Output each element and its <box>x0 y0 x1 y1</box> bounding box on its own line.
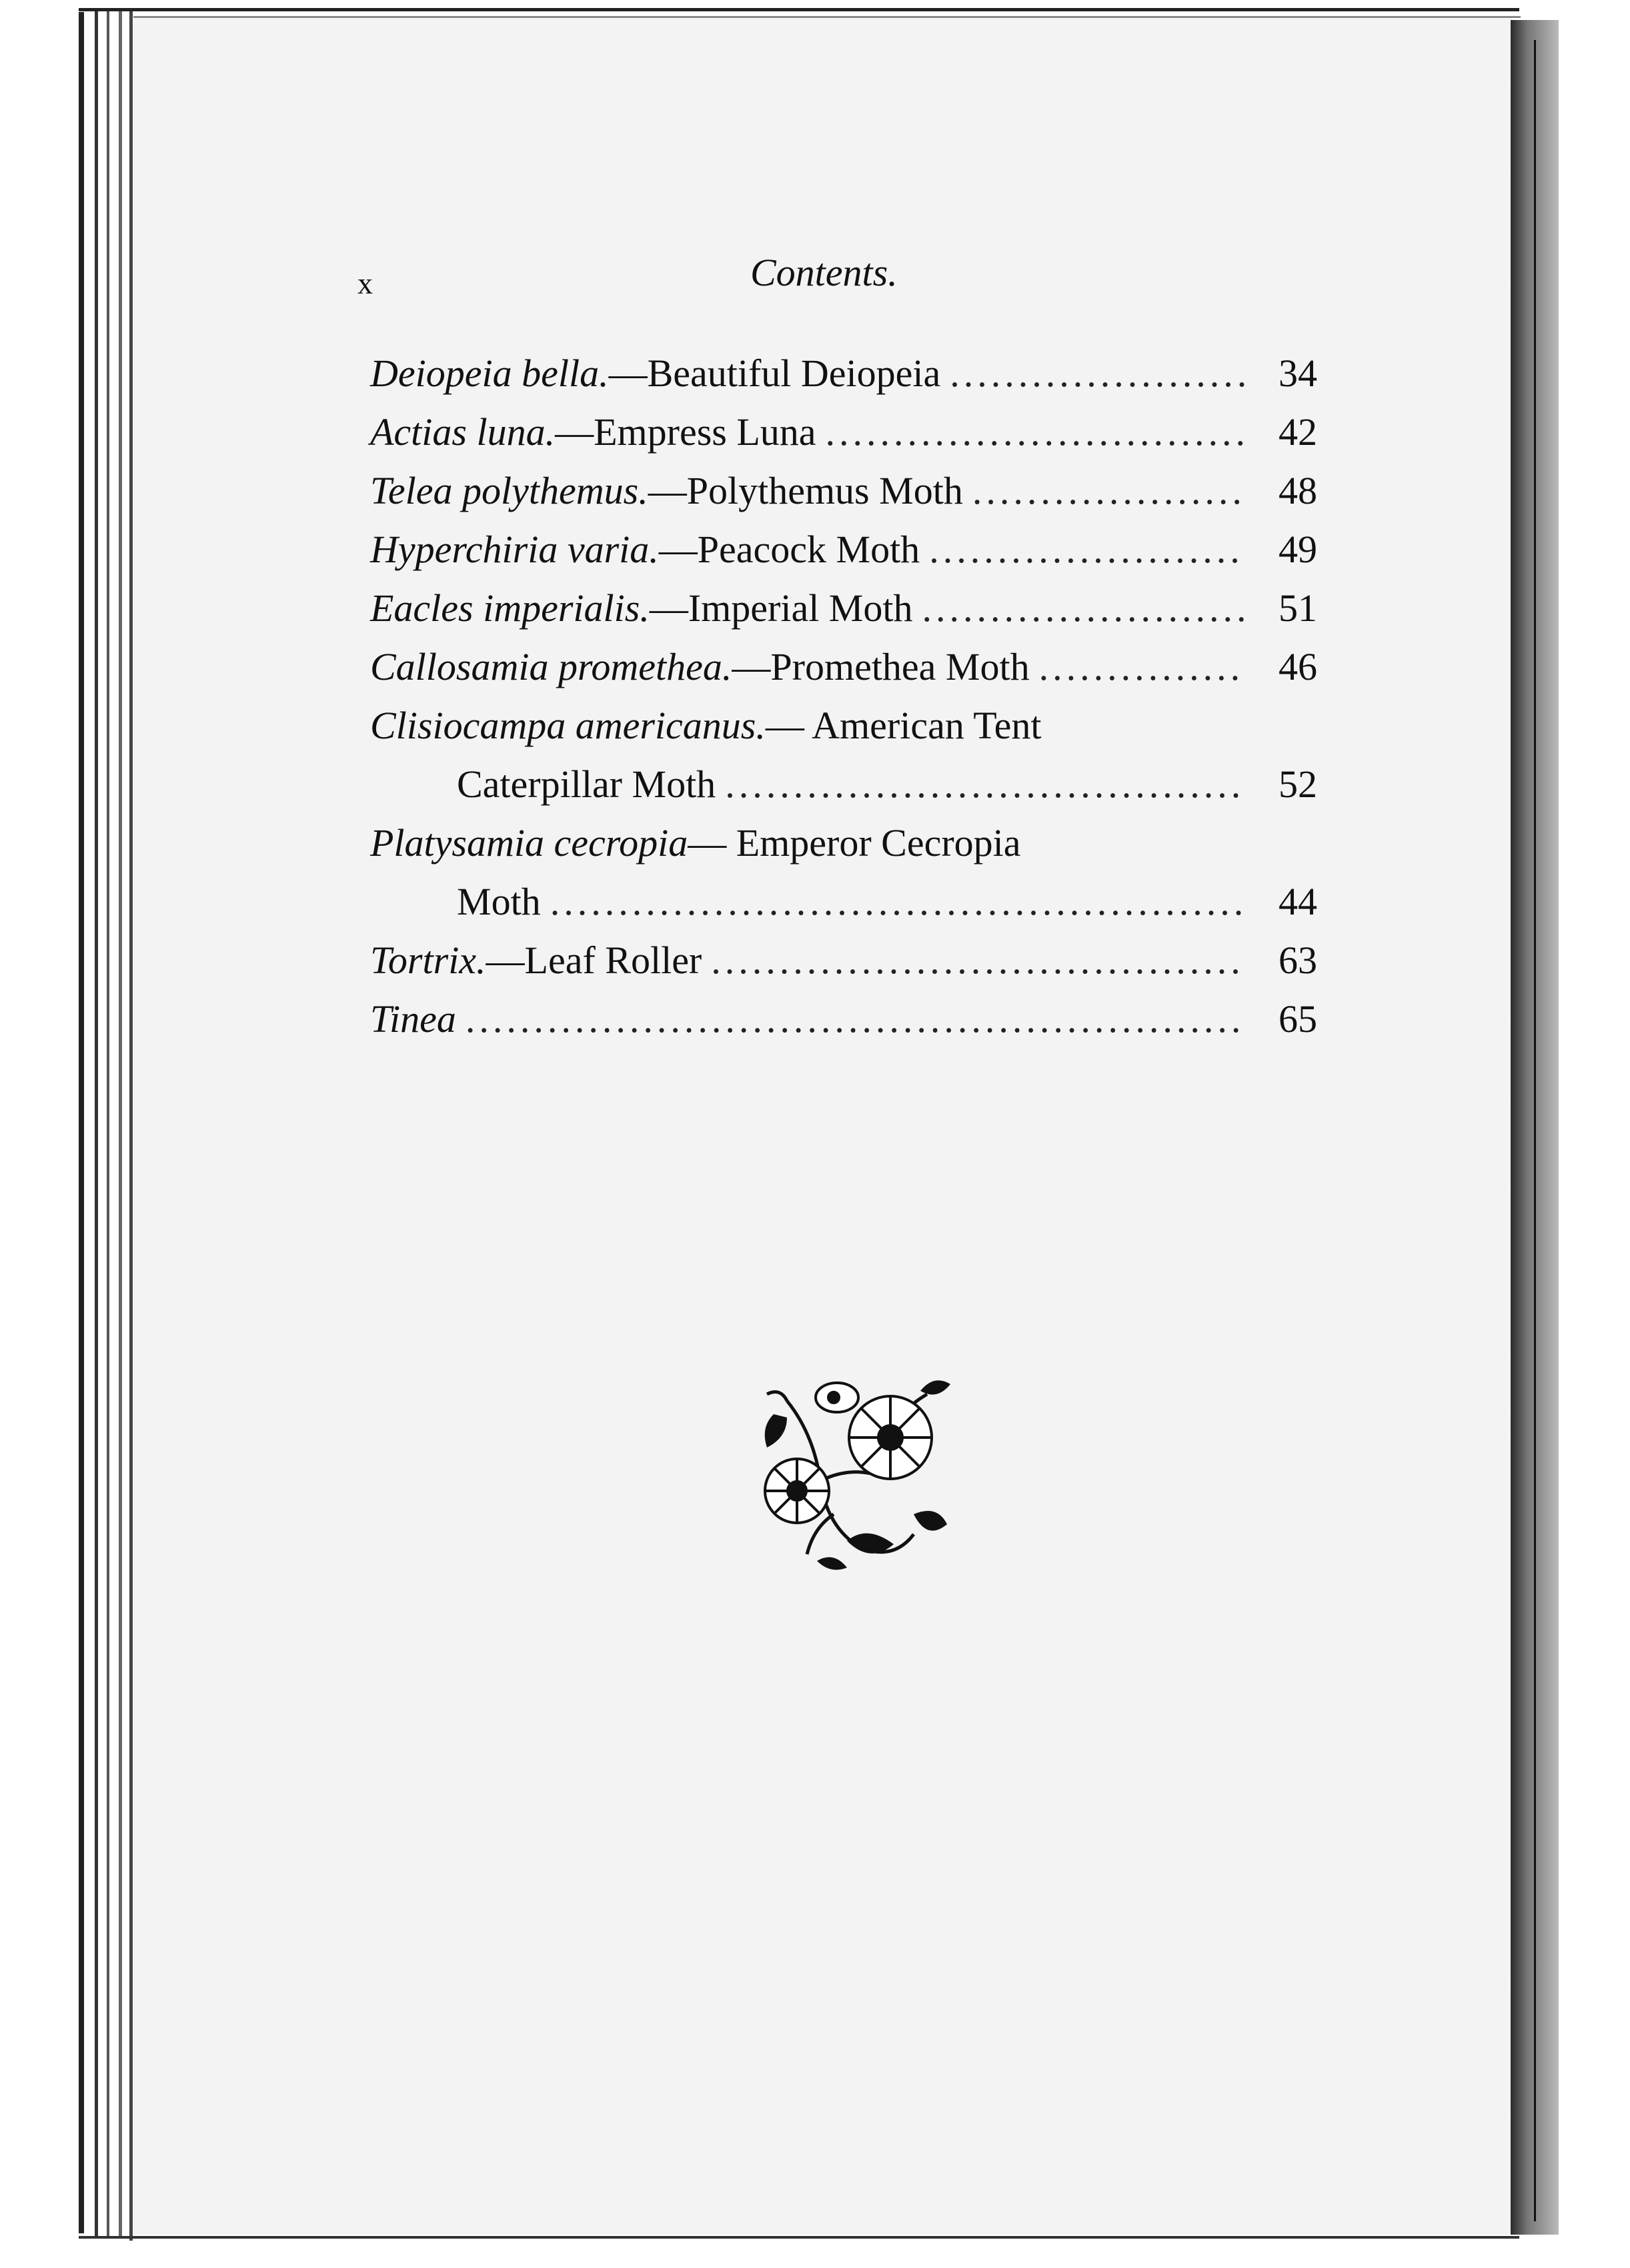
page-ref: 48 <box>1279 469 1317 512</box>
latin-name: Telea polythemus. <box>370 469 648 512</box>
page-ref: 46 <box>1279 645 1317 688</box>
table-of-contents <box>370 344 1317 1049</box>
continuation-text: Caterpillar Moth <box>457 762 716 806</box>
book-edge-bottom <box>79 2236 1519 2239</box>
dot-leaders <box>1039 638 1245 696</box>
dot-leaders <box>826 403 1245 462</box>
common-name: — American Tent <box>765 704 1042 747</box>
latin-name: Tortrix. <box>370 939 486 982</box>
page-ref: 49 <box>1279 528 1317 571</box>
dot-leaders <box>950 344 1245 403</box>
toc-entry <box>370 990 1317 1049</box>
dot-leaders <box>725 755 1245 814</box>
page-ref: 52 <box>1279 762 1317 806</box>
page-ref: 44 <box>1279 880 1317 923</box>
latin-name: Clisiocampa americanus. <box>370 704 766 747</box>
common-name: — Emperor Cecropia <box>688 821 1021 865</box>
common-name: —Peacock Moth <box>658 528 920 571</box>
floral-vignette-icon <box>747 1374 960 1574</box>
continuation-text: Moth <box>457 880 541 923</box>
page-ref: 34 <box>1279 352 1317 395</box>
toc-entry <box>370 638 1317 696</box>
page-ref: 42 <box>1279 410 1317 454</box>
dot-leaders <box>922 579 1246 638</box>
latin-name: Callosamia promethea. <box>370 645 732 688</box>
page-stack-edge <box>129 9 133 2241</box>
latin-name: Platysamia cecropia <box>370 821 688 865</box>
common-name: —Leaf Roller <box>486 939 702 982</box>
common-name: —Promethea Moth <box>732 645 1030 688</box>
dot-leaders <box>929 520 1245 579</box>
latin-name: Hyperchiria varia. <box>370 528 659 571</box>
dot-leaders <box>711 931 1245 990</box>
page-stack-edge <box>119 9 122 2237</box>
page-ref: 51 <box>1279 586 1317 630</box>
page-ref: 65 <box>1279 997 1317 1041</box>
toc-entry <box>370 462 1317 520</box>
dot-leaders <box>972 462 1245 520</box>
dot-leaders <box>550 873 1245 931</box>
toc-entry <box>370 814 1317 931</box>
toc-entry <box>370 403 1317 462</box>
page-ref: 63 <box>1279 939 1317 982</box>
toc-entry <box>370 579 1317 638</box>
common-name: —Polythemus Moth <box>648 469 963 512</box>
common-name: —Imperial Moth <box>649 586 913 630</box>
common-name: —Beautiful Deiopeia <box>608 352 941 395</box>
latin-name: Deiopeia bella. <box>370 352 609 395</box>
book-edge-top <box>79 8 1519 11</box>
page-number: x <box>357 266 373 300</box>
book-edge-left <box>79 12 84 2233</box>
page-edge-top <box>133 16 1521 18</box>
toc-entry <box>370 931 1317 990</box>
toc-entry <box>370 520 1317 579</box>
common-name: —Empress Luna <box>555 410 816 454</box>
toc-entry <box>370 344 1317 403</box>
running-title: Contents. <box>750 251 898 294</box>
latin-name: Tinea <box>370 997 456 1041</box>
page-stack-edge <box>107 9 109 2237</box>
page-stack-edge <box>95 9 98 2237</box>
dot-leaders <box>466 990 1245 1049</box>
latin-name: Actias luna. <box>370 410 556 454</box>
gutter-line <box>1534 40 1536 2221</box>
latin-name: Eacles imperialis. <box>370 586 650 630</box>
toc-entry <box>370 696 1317 814</box>
